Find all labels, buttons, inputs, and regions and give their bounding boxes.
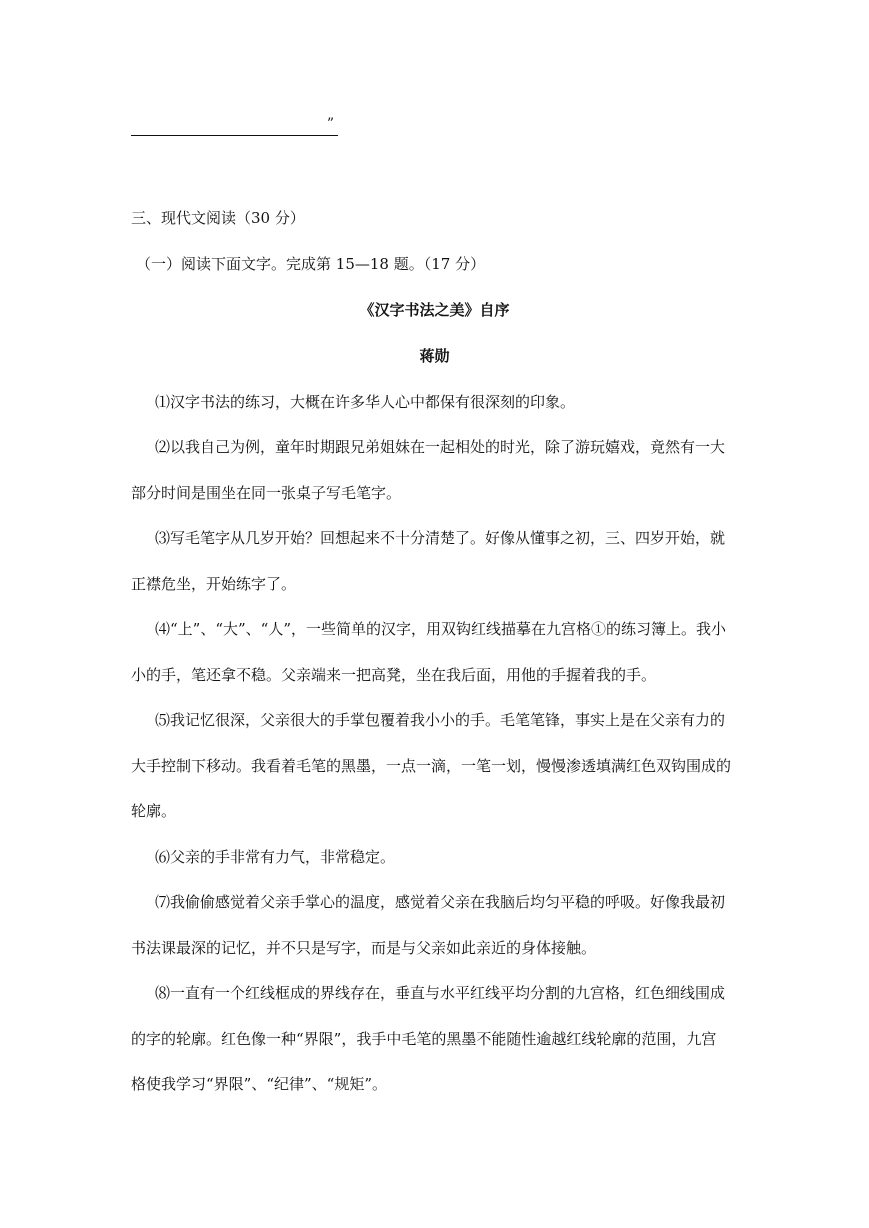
paragraph-line: 书法课最深的记忆，并不只是写字，而是与父亲如此亲近的身体接触。 [131, 939, 597, 957]
paragraph-line: ⑵以我自己为例，童年时期跟兄弟姐妹在一起相处的时光，除了游玩嬉戏，竟然有一大 [155, 438, 726, 456]
section-heading: 三、现代文阅读（30 分） [131, 209, 305, 227]
article-author: 蒋勋 [419, 347, 450, 365]
paragraph-line: 轮廓。 [131, 802, 177, 820]
paragraph-line: 部分时间是围坐在同一张桌子写毛笔字。 [131, 484, 402, 502]
paragraph-line: 格使我学习“界限”、“纪律”、“规矩”。 [131, 1075, 388, 1093]
paragraph-line: ⑷“上”、“大”、“人”，一些简单的汉字，用双钩红线描摹在九宫格①的练习簿上。我小 [155, 620, 727, 638]
paragraph-line: ⑴汉字书法的练习，大概在许多华人心中都保有很深刻的印象。 [155, 393, 576, 411]
answer-blank-line [131, 117, 338, 136]
paragraph-line: 正襟危坐，开始练字了。 [131, 575, 297, 593]
paragraph-line: ⑶写毛笔字从几岁开始？回想起来不十分清楚了。好像从懂事之初，三、四岁开始，就 [155, 529, 726, 547]
paragraph-line: ⑻一直有一个红线框成的界线存在，垂直与水平红线平均分割的九宫格，红色细线围成 [155, 984, 726, 1002]
closing-quote-mark: ” [326, 116, 334, 132]
sub-heading: （一）阅读下面文字。完成第 15—18 题。（17 分） [136, 255, 486, 273]
paragraph-line: 大手控制下移动。我看着毛笔的黑墨，一点一滴，一笔一划，慢慢渗透填满红色双钩围成的 [131, 757, 732, 775]
paragraph-line: ⑹父亲的手非常有力气，非常稳定。 [155, 848, 396, 866]
paragraph-line: ⑸我记忆很深，父亲很大的手掌包覆着我小小的手。毛笔笔锋，事实上是在父亲有力的 [155, 711, 726, 729]
paragraph-line: 的字的轮廓。红色像一种“界限”，我手中毛笔的黑墨不能随性逾越红线轮廓的范围，九宫 [131, 1030, 717, 1048]
paragraph-line: ⑺我偷偷感觉着父亲手掌心的温度，感觉着父亲在我脑后均匀平稳的呼吸。好像我最初 [155, 893, 726, 911]
paragraph-line: 小的手，笔还拿不稳。父亲端来一把高凳，坐在我后面，用他的手握着我的手。 [131, 666, 657, 684]
article-title: 《汉字书法之美》自序 [359, 301, 510, 319]
